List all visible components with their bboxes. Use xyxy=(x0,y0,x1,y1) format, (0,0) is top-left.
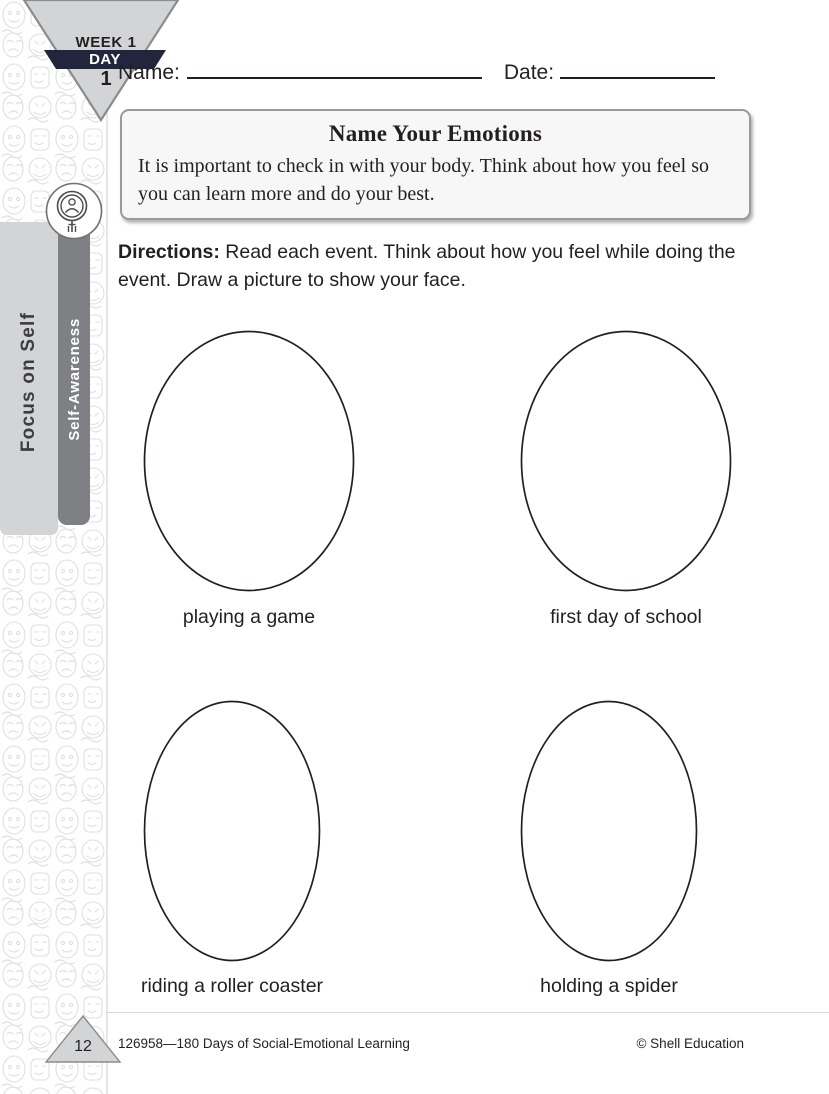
directions-label: Directions: xyxy=(118,241,220,263)
drawing-oval-1[interactable] xyxy=(143,330,355,597)
drawing-oval-3[interactable] xyxy=(143,700,321,967)
oval-caption-2: first day of school xyxy=(550,606,702,628)
name-input[interactable] xyxy=(187,60,482,79)
name-field-label: Name: xyxy=(118,61,180,84)
magnifier-person-icon xyxy=(45,182,103,240)
drawing-oval-2[interactable] xyxy=(520,330,732,597)
directions-text: Read each event. Think about how you feel while doing the event. Draw a picture to show your face. xyxy=(118,241,736,291)
directions-block xyxy=(118,239,758,294)
footer-title: 126958—180 Days of Social-Emotional Learning xyxy=(118,1036,410,1051)
name-date-row xyxy=(118,60,758,85)
day-label: DAY xyxy=(89,51,121,68)
skill-label: Self-Awareness xyxy=(66,318,83,441)
date-field-label: Date: xyxy=(503,61,555,84)
oval-caption-1: playing a game xyxy=(182,606,316,628)
oval-caption-3: riding a roller coaster xyxy=(140,975,324,997)
date-input[interactable] xyxy=(560,60,715,79)
lesson-title: Name Your Emotions xyxy=(328,121,543,146)
page-number: 12 xyxy=(74,1038,92,1055)
drawing-oval-4[interactable] xyxy=(520,700,698,967)
margin-divider xyxy=(106,0,108,1094)
footer-copyright: © Shell Education xyxy=(636,1036,744,1051)
day-number: 1 xyxy=(100,68,112,90)
lesson-title-box xyxy=(120,109,751,220)
strand-label: Focus on Self xyxy=(18,312,39,453)
week-label: WEEK 1 xyxy=(75,34,137,51)
footer-divider xyxy=(106,1012,829,1013)
oval-caption-4: holding a spider xyxy=(540,975,678,997)
decorative-doodle-margin xyxy=(0,0,106,1094)
lesson-intro-text: It is important to check in with your body. Think about how you feel so you can learn more and do your best. xyxy=(138,155,710,205)
